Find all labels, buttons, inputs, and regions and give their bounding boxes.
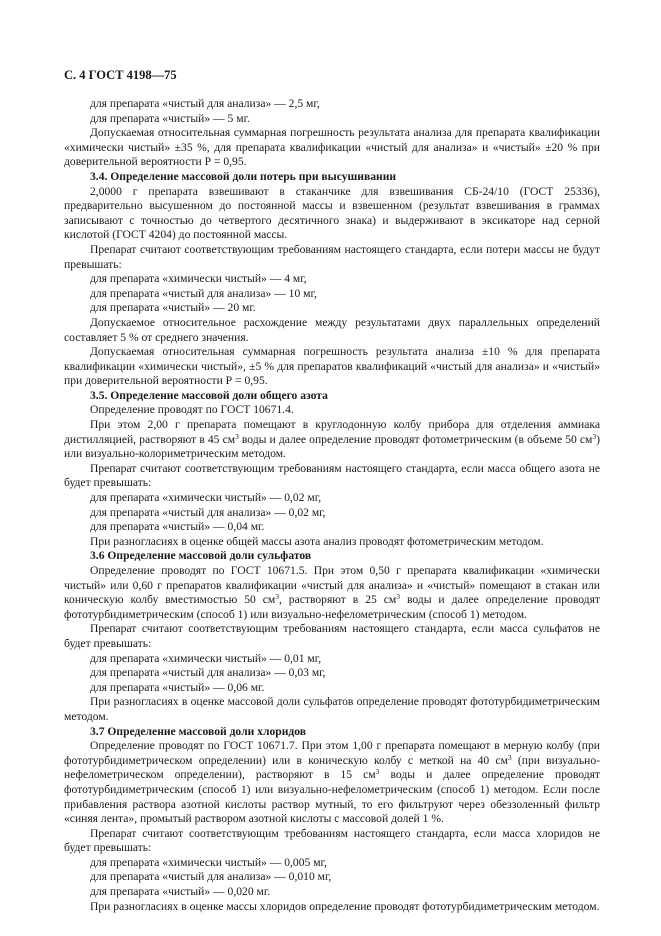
paragraph: При разногласиях в оценке общей массы азота анализ проводят фотометрическим методом. <box>90 534 544 548</box>
page-body <box>64 97 600 914</box>
section-heading: 3.5. Определение массовой доли общего азота <box>90 388 328 402</box>
list-item: для препарата «химически чистый» — 0,005 мг, <box>90 855 327 869</box>
paragraph: При разногласиях в оценке массовой доли сульфатов определение проводят фототурбидиметрическим методом. <box>64 695 600 723</box>
list-item: для препарата «чистый для анализа» — 0,02 мг, <box>90 505 326 519</box>
paragraph: Препарат считают соответствующим требованиям настоящего стандарта, если масса хлоридов не будет превышать: <box>64 826 600 855</box>
paragraph: Определение проводят по ГОСТ 10671.4. <box>90 403 294 417</box>
paragraph: Препарат считают соответствующим требованиям настоящего стандарта, если масса сульфатов не будет превышать: <box>64 622 600 650</box>
list-item: для препарата «чистый для анализа» — 10 мг, <box>90 286 317 300</box>
paragraph: 2,0000 г препарата взвешивают в стаканчике для взвешивания СБ-24/10 (ГОСТ 25336), предварительно высушенном до постоянной массы и взвешенном (результат взвешивания в граммах записывают с точностью до четвертого десятичного знака) и выдерживают в эксикаторе над серной кислотой (ГОСТ 4204) до постоянной массы. <box>64 184 600 242</box>
paragraph: Определение проводят по ГОСТ 10671.7. При этом 1,00 г препарата помещают в мерную колбу (при фототурбидиметрическом определении) или в коническую колбу с меткой на 40 $см^3$ (при визуально-нефелометрическом определении), растворяют в 15 $см^3$ воды и далее определение проводят фототурбидиметрическим (способ 1) или визуально-нефелометрическим (способ 1) методом. Если после прибавления раствора азотной кислоты раствор мутный, то его фильтруют через обеззоленный фильтр «синяя лента», промытый раствором азотной кислоты с массовой долей 1 %. <box>64 739 600 826</box>
paragraph: При разногласиях в оценке массы хлоридов определение проводят фототурбидиметрическим методом. <box>90 899 600 913</box>
list-item: для препарата «химически чистый» — 0,02 мг, <box>90 491 322 505</box>
paragraph: При этом 2,00 г препарата помещают в круглодонную колбу прибора для отделения аммиака дистилляцией, растворяют в 45 $см^3$ воды и далее определение проводят фотометрическим (в объеме 50 $см^3$) или визуально-колориметрическим методом. <box>64 418 600 461</box>
paragraph: Препарат считают соответствующим требованиям настоящего стандарта, если потери массы не будут превышать: <box>64 242 600 271</box>
section-heading: 3.7 Определение массовой доли хлоридов <box>90 724 307 738</box>
list-item: для препарата «чистый» — 20 мг. <box>90 301 256 315</box>
list-item: для препарата «чистый для анализа» — 2,5 мг, <box>90 97 320 110</box>
page-header: С. 4 ГОСТ 4198—75 <box>64 68 177 82</box>
list-item: для препарата «чистый для анализа» — 0,03 мг, <box>90 666 326 680</box>
list-item: для препарата «чистый» — 0,04 мг. <box>90 520 265 534</box>
list-item: для препарата «чистый» — 0,020 мг. <box>90 885 271 899</box>
list-item: для препарата «чистый» — 5 мг. <box>90 111 250 125</box>
paragraph: Определение проводят по ГОСТ 10671.5. При этом 0,50 г препарата квалификации «химически чистый» или 0,60 г препаратов квалификации «чистый для анализа» и «чистый» помещают в стакан или коническую колбу вместимостью 50 $см^3$, растворяют в 25 $см^3$ воды и далее определение проводят фототурбидиметрическим (способ 1) или визуально-нефелометрическим (способ 1) методом. <box>64 564 600 621</box>
paragraph: Допускаемая относительная суммарная погрешность результата анализа ±10 % для препарата квалификации «химически чистый», ±5 % для препаратов квалификаций «чистый для анализа» и «чистый» при доверительной вероятности Р = 0,95. <box>64 345 600 388</box>
list-item: для препарата «чистый» — 0,06 мг. <box>90 680 265 694</box>
paragraph: Допускаемое относительное расхождение между результатами двух параллельных определений составляет 5 % от среднего значения. <box>64 315 600 344</box>
list-item: для препарата «химически чистый» — 4 мг, <box>90 272 307 286</box>
list-item: для препарата «чистый для анализа» — 0,010 мг, <box>90 870 332 884</box>
section-heading: 3.4. Определение массовой доли потерь при высушивании <box>90 169 397 183</box>
paragraph: Препарат считают соответствующим требованиям настоящего стандарта, если масса общего азота не будет превышать: <box>64 461 600 490</box>
section-heading: 3.6 Определение массовой доли сульфатов <box>90 549 312 563</box>
list-item: для препарата «химически чистый» — 0,01 мг, <box>90 651 322 665</box>
paragraph: Допускаемая относительная суммарная погрешность результата анализа для препарата квалификации «химически чистый» ±35 %, для препарата квалификации «чистый для анализа» и «чистый» ±20 % при доверительной вероятности Р = 0,95. <box>64 126 600 169</box>
